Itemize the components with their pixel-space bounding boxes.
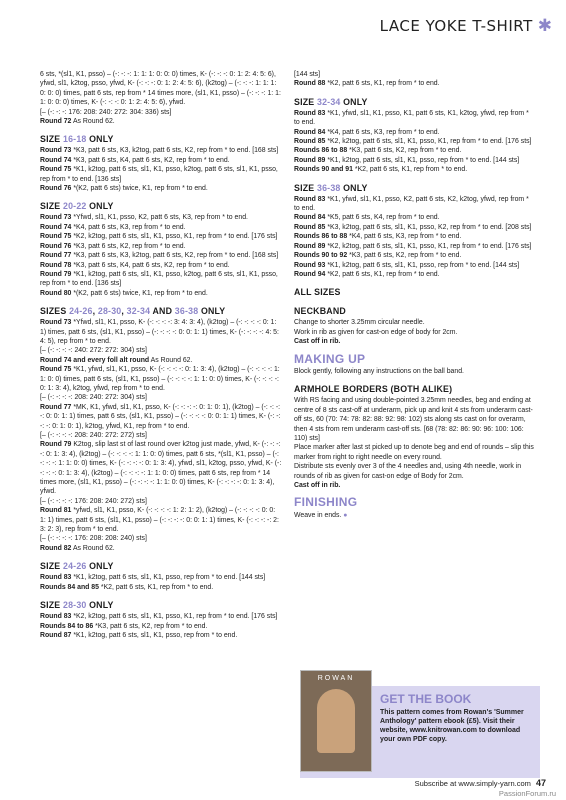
pattern-instruction: Round 72 As Round 62.: [40, 118, 115, 126]
book-cover-image: [300, 670, 372, 772]
pattern-instruction: Rounds 90 to 92 *K3, patt 6 sts, K2, rep from * to end.: [294, 252, 462, 260]
pattern-instruction: Round 76 *K3, patt 6 sts, K2, rep from * to end.: [40, 242, 186, 250]
section-heading: SIZE 20-22 ONLY: [40, 201, 114, 212]
pattern-instruction: Round 78 *K3, patt 6 sts, K4, patt 6 sts, K2, rep from * to end.: [40, 261, 230, 269]
page-header: [380, 16, 552, 36]
pattern-instruction: Rounds 84 and 85 *K2, patt 6 sts, K1, rep from * to end.: [40, 583, 214, 591]
right-section: [294, 70, 536, 89]
cover-model-figure: [317, 689, 355, 753]
watermark-text: PassionForum.ru: [498, 789, 556, 798]
pattern-instruction: Round 87 *K1, k2tog, patt 6 sts, sl1, K1, psso, rep from * to end.: [40, 631, 238, 639]
pattern-instruction: [– (-: -: -: -: 176: 208: 208: 240) sts]: [40, 535, 147, 543]
pattern-instruction: Place marker after last st picked up to denote beg and end of rounds – slip this marker from right to right needle on every round.: [294, 444, 534, 461]
right-section: [294, 306, 536, 346]
pattern-instruction: [144 sts]: [294, 71, 321, 78]
pattern-instruction: Round 82 As Round 62.: [40, 544, 115, 552]
promo-title: GET THE BOOK: [380, 692, 472, 706]
pattern-instruction: Rounds 84 to 86 *K3, patt 6 sts, K2, rep from * to end.: [40, 622, 208, 630]
section-heading: ALL SIZES: [294, 287, 341, 298]
pattern-instruction: Round 74 and every foll alt round As Round 62.: [40, 356, 193, 364]
page-title: LACE YOKE T-SHIRT: [379, 17, 533, 35]
pattern-instruction: Round 89 *K2, k2tog, patt 6 sts, sl1, K1, psso, K1, rep from * to end. [176 sts]: [294, 242, 532, 250]
pattern-instruction: Round 83 *K2, k2tog, patt 6 sts, sl1, K1, psso, K1, rep from * to end. [176 sts]: [40, 613, 278, 621]
pattern-instruction: Distribute sts evenly over 3 of the 4 needles and, using 4th needle, work in rounds of rib as given for cast-on edge of Body for 2cm.: [294, 463, 522, 480]
pattern-instruction: Round 83 *K1, yfwd, sl1, K1, psso, K2, patt 6 sts, K2, k2tog, yfwd, rep from * to end.: [294, 195, 529, 213]
pattern-instruction: Round 85 *K3, k2tog, patt 6 sts, sl1, K1, psso, K2, rep from * to end. [208 sts]: [294, 223, 532, 231]
pattern-instruction: 6 sts, *(sl1, K1, psso) – (-: -: -: 1: 1: 1: 0: 0: 0) times, K- (-: -: -: 0: 1: 2: 4: 5: 6), yfwd, sl1, k2tog, psso, yfwd, K- (-: -: -: 0: 1: 2: 4: 5: 6), (k2tog) – (-: -: -: 1: 1: 1: 0: 0: 0) times, patt 6 sts, rep from * 14 times more, (sl1, K1, psso) – (-: -: -: 1: 1: 1: 0: 0: 0) times, K- (-: -: -: 0: 1: 2: 4: 5: 6), yfwd.: [40, 71, 281, 107]
page-number: 47: [535, 778, 546, 788]
pattern-instruction: Round 81 *yfwd, sl1, K1, psso, K- (-: -: -: -: 1: 2: 1: 2), (k2tog) – (-: -: -: -: 0: 0: 1: 1) times, patt 6 sts, (sl1, K1, psso) – (-: -: -: -: 0: 0: 1: 1) times, K- (-: -: -: -: 2: 3: 2: 3), rep from * to end.: [40, 507, 279, 534]
pattern-instruction: Round 79 *K1, k2tog, patt 6 sts, sl1, K1, psso, k2tog, patt 6 sts, sl1, K1, psso, rep from * to end. [136 sts]: [40, 270, 278, 288]
pattern-instruction: Round 79 K2tog, slip last st of last round over k2tog just made, yfwd, K- (-: -: -: -: 0: 1: 3: 4), (k2tog) – (-: -: -: -: 1: 1: 0: 0) times, patt 6 sts, *(sl1, K1, psso) – (-: -: -: -: 1: 1: 0: 0) times, K- (-: -: -: -: 0: 1: 3: 4), yfwd, sl1, k2tog, psso, yfwd, K- (-: -: -: -: 0: 1: 3: 4), (k2tog) – (-: -: -: -: 1: 1: 0: 0) times, patt 6 sts, rep from * 14 times more, (sl1, K1, psso) – (-: -: -: -: 1: 1: 0: 0) times, K- (-: -: -: -: 0: 1: 3: 4), yfwd.: [40, 441, 282, 496]
pattern-instruction: Round 77 *K3, patt 6 sts, K3, k2tog, patt 6 sts, K2, rep from * to end. [168 sts]: [40, 252, 279, 260]
end-mark-icon: ●: [343, 511, 348, 519]
pattern-instruction: Change to shorter 3.25mm circular needle.: [294, 319, 425, 327]
pattern-instruction: Cast off in rib.: [294, 338, 341, 346]
pattern-instruction: [– (-: -: -: -: 208: 240: 272: 272) sts]: [40, 432, 147, 439]
pattern-instruction: Round 94 *K2, patt 6 sts, K1, rep from * to end.: [294, 270, 440, 278]
pattern-instruction: Rounds 90 and 91 *K2, patt 6 sts, K1, rep from * to end.: [294, 166, 468, 174]
right-section: [294, 97, 536, 175]
pattern-instruction: Round 76 *(K2, patt 6 sts) twice, K1, rep from * to end.: [40, 185, 208, 193]
section-heading: SIZE 28-30 ONLY: [40, 600, 114, 611]
section-heading: SIZE 24-26 ONLY: [40, 561, 114, 572]
finishing-text: Weave in ends.: [294, 511, 342, 519]
left-section: [40, 306, 282, 553]
pattern-instruction: Round 77 *MK, K1, yfwd, sl1, K1, psso, K- (-: -: -: -: 0: 1: 0: 1), (k2tog) – (-: -: -: -: 0: 0: 1: 1) times, patt 6 sts, (sl1, K1, psso) – (-: -: -: -: 0: 0: 1: 1) times, K- (-: -: -: -: 0: 1: 0: 1), k2tog, yfwd, K1, rep from * to end.: [40, 403, 281, 430]
making-up-heading: MAKING UP: [294, 351, 366, 366]
left-section: [40, 70, 282, 126]
pattern-instruction: Round 84 *K4, patt 6 sts, K3, rep from * to end.: [294, 128, 440, 136]
pattern-instruction: Round 84 *K5, patt 6 sts, K4, rep from * to end.: [294, 214, 440, 222]
left-section: [40, 201, 282, 298]
pattern-instruction: Round 73 *K3, patt 6 sts, K3, k2tog, patt 6 sts, K2, rep from * to end. [168 sts]: [40, 147, 279, 155]
pattern-instruction: Rounds 86 to 88 *K4, patt 6 sts, K3, rep from * to end.: [294, 233, 462, 241]
section-heading: ARMHOLE BORDERS (BOTH ALIKE): [294, 384, 453, 395]
section-heading: SIZE 32-34 ONLY: [294, 96, 368, 107]
promo-text: This pattern comes from Rowan's 'Summer Anthology' pattern ebook (£5). Visit their website, www.knitrowan.com to download your own PDF copy.: [380, 709, 524, 743]
pattern-instruction: [– (-: -: -: 176: 208: 240: 272: 304: 336) sts]: [40, 108, 172, 116]
footer-subscribe-text: Subscribe at www.simply-yarn.com: [414, 779, 531, 788]
left-section: [40, 561, 282, 592]
section-heading: SIZES 24-26, 28-30, 32-34 AND 36-38 ONLY: [40, 306, 226, 317]
asterisk-star-icon: ✱: [537, 16, 552, 35]
right-column: [294, 70, 536, 528]
pattern-instruction: Work in rib as given for cast-on edge of body for 2cm.: [294, 328, 458, 336]
pattern-instruction: Round 80 *(K2, patt 6 sts) twice, K1, rep from * to end.: [40, 289, 208, 297]
pattern-instruction: Round 75 *K1, k2tog, patt 6 sts, sl1, K1, psso, k2tog, patt 6 sts, sl1, K1, psso, rep from * to end. [136 sts]: [40, 166, 278, 183]
pattern-instruction: Round 75 *K2, k2tog, patt 6 sts, sl1, K1, psso, K1, rep from * to end. [176 sts]: [40, 233, 278, 241]
pattern-instruction: Round 83 *K1, yfwd, sl1, K1, psso, K1, patt 6 sts, K1, k2tog, yfwd, rep from * to end.: [294, 109, 529, 127]
pattern-instruction: [– (-: -: -: -: 240: 272: 272: 304) sts]: [40, 347, 147, 355]
get-the-book-box: [300, 675, 540, 778]
pattern-instruction: Round 88 *K2, patt 6 sts, K1, rep from * to end.: [294, 80, 440, 88]
pattern-instruction: Round 73 *Yfwd, sl1, K1, psso, K2, patt 6 sts, K3, rep from * to end.: [40, 214, 248, 222]
page-footer: [415, 778, 546, 788]
section-heading: SIZE 16-18 ONLY: [40, 134, 114, 145]
pattern-instruction: [– (-: -: -: -: 208: 240: 272: 304) sts]: [40, 394, 147, 402]
left-section: [40, 600, 282, 640]
section-heading: SIZE 36-38 ONLY: [294, 182, 368, 193]
pattern-instruction: Round 89 *K1, k2tog, patt 6 sts, sl1, K1, psso, rep from * to end. [144 sts]: [294, 156, 520, 164]
left-section: [40, 134, 282, 193]
right-section: [294, 287, 536, 298]
section-heading: NECKBAND: [294, 306, 346, 317]
pattern-instruction: With RS facing and using double-pointed 3.25mm needles, beg and ending at centre of 8 sts cast-off at underarm, pick up and knit 4 sts from underarm cast-off sts, 60 (70: 74: 78: 82: 88: 92: 98: 102) sts along sts cast on for overarm, then 4 sts from rem underarm cast-off sts. [68 (78: 82: 86: 90: 96: 100: 106: 110) sts]: [294, 397, 533, 442]
finishing-heading: FINISHING: [294, 495, 358, 510]
left-column: [40, 70, 282, 648]
book-cover-brand: ROWAN: [317, 675, 355, 682]
pattern-instruction: [– (-: -: -: -: 176: 208: 240: 272) sts]: [40, 497, 147, 505]
pattern-instruction: Cast off in rib.: [294, 482, 341, 489]
right-section: [294, 183, 536, 280]
pattern-instruction: Rounds 86 to 88 *K3, patt 6 sts, K2, rep from * to end.: [294, 147, 462, 155]
pattern-instruction: Round 74 *K3, patt 6 sts, K4, patt 6 sts, K2, rep from * to end.: [40, 156, 230, 164]
pattern-instruction: Round 73 *Yfwd, sl1, K1, psso, K- (-: -: -: -: 3: 4: 3: 4), (k2tog) – (-: -: -: -: 0: 1: 1) times, patt 6 sts, (sl1, K1, psso) – (-: -: -: -: 0: 0: 1: 1) times, K- (-: -: -: -: 4: 5: 4: 5), rep from * to end.: [40, 319, 279, 345]
pattern-instruction: Round 85 *K2, k2tog, patt 6 sts, sl1, K1, psso, K1, rep from * to end. [176 sts]: [294, 138, 532, 146]
making-up-text: Block gently, following any instructions on the ball band.: [294, 367, 464, 375]
pattern-instruction: Round 74 *K4, patt 6 sts, K3, rep from * to end.: [40, 223, 186, 231]
armhole-section: [294, 384, 536, 490]
pattern-instruction: Round 75 *K1, yfwd, sl1, K1, psso, K- (-: -: -: -: 0: 1: 3: 4), (k2tog) – (-: -: -: -: 1: 1: 0: 0) times, patt 6 sts, (sl1, K1, psso) – (-: -: -: -: 1: 1: 0: 0) times, K- (-: -: -: -: 0: 1: 3: 4), k2tog, yfwd, rep from * to end.: [40, 366, 280, 392]
pattern-instruction: Round 83 *K1, k2tog, patt 6 sts, sl1, K1, psso, rep from * to end. [144 sts]: [40, 574, 266, 582]
pattern-instruction: Round 93 *K1, k2tog, patt 6 sts, sl1, K1, psso, rep from * to end. [144 sts]: [294, 261, 520, 269]
